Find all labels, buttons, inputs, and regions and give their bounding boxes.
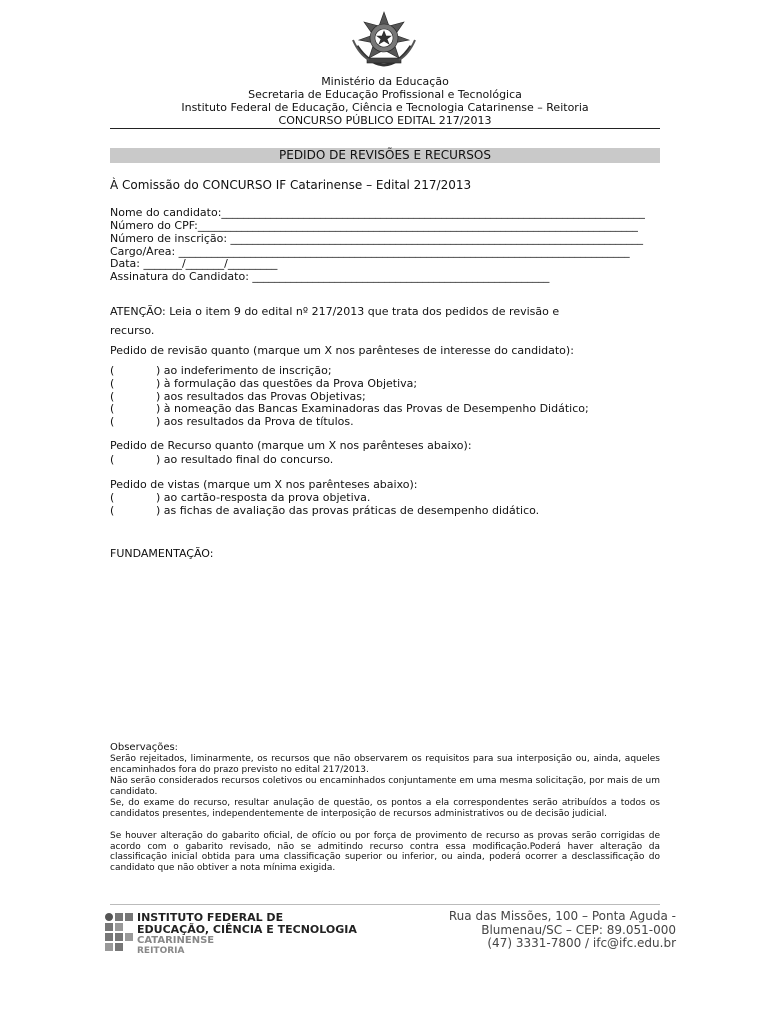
fundamentacao-label: FUNDAMENTAÇÃO: [110, 547, 214, 560]
position-field[interactable]: Cargo/Área: __________________________________________________________________________________ [110, 246, 630, 258]
header-divider [110, 128, 660, 129]
attention-line-2: recurso. [110, 324, 155, 337]
title-banner [110, 148, 660, 163]
views-heading: Pedido de vistas (marque um X nos parênteses abaixo): [110, 478, 418, 491]
observation-paragraph: Não serão considerados recursos coletivos ou encaminhados conjuntamente em uma mesma solicitação, por mais de um candidato. [110, 776, 660, 797]
institute-line: Instituto Federal de Educação, Ciência e Tecnologia Catarinense – Reitoria [181, 101, 589, 114]
observations-title: Observações: [110, 742, 178, 753]
footer-address [449, 910, 676, 951]
addressee: À Comissão do CONCURSO IF Catarinense – Edital 217/2013 [110, 178, 472, 192]
if-logo-text: INSTITUTO FEDERAL DE EDUCAÇÃO, CIÊNCIA E TECNOLOGIA CATARINENSE REITORIA [137, 911, 357, 956]
ministry-line: Ministério da Educação [321, 75, 449, 88]
contest-line: CONCURSO PÚBLICO EDITAL 217/2013 [278, 114, 492, 127]
observation-paragraph: Se houver alteração do gabarito oficial, de ofício ou por força de provimento de recurso as provas serão corrigidas de acordo com o gabarito revisado, não se admitindo recurso contra essa modificação.Poderá haver alteração da classificação inicial obtida para uma classificação superior ou inferior, ou ainda, poderá ocorrer a desclassificação do candidato que não obtiver a nota mínima exigida. [110, 831, 660, 873]
revision-heading: Pedido de revisão quanto (marque um X nos parênteses de interesse do candidato): [110, 344, 574, 357]
coat-of-arms-emblem [349, 10, 419, 68]
cpf-field[interactable]: Número do CPF:________________________________________________________________________________ [110, 220, 638, 232]
revision-option[interactable]: ( ) ao indeferimento de inscrição; [110, 364, 332, 377]
appeal-heading: Pedido de Recurso quanto (marque um X nos parênteses abaixo): [110, 439, 472, 452]
observation-paragraph: Se, do exame do recurso, resultar anulação de questão, os pontos a ela correspondentes serão atribuídos a todos os candidatos presentes, independentemente de interposição de recursos administrativos ou de decisão judicial. [110, 798, 660, 819]
if-logo-icon [104, 912, 136, 952]
views-option[interactable]: ( ) ao cartão-resposta da prova objetiva. [110, 491, 371, 504]
appeal-option[interactable]: ( ) ao resultado final do concurso. [110, 453, 334, 466]
secretariat-line: Secretaria de Educação Profissional e Tecnológica [248, 88, 522, 101]
revision-option[interactable]: ( ) à formulação das questões da Prova Objetiva; [110, 377, 418, 390]
signature-field[interactable]: Assinatura do Candidato: ______________________________________________________ [110, 271, 550, 283]
address-street: Rua das Missões, 100 – Ponta Aguda - [448, 909, 676, 923]
revision-option[interactable]: ( ) aos resultados das Provas Objetivas; [110, 390, 366, 403]
revision-option[interactable]: ( ) à nomeação das Bancas Examinadoras das Provas de Desempenho Didático; [110, 402, 589, 415]
candidate-name-field[interactable]: Nome do candidato:_____________________________________________________________________________ [110, 207, 645, 219]
observation-paragraph: Serão rejeitados, liminarmente, os recursos que não observarem os requisitos para sua interposição ou, ainda, aqueles encaminhados fora do prazo previsto no edital 217/2013. [110, 754, 660, 775]
fundamentacao-area[interactable] [110, 563, 660, 738]
registration-field[interactable]: Número de inscrição: ___________________________________________________________________________ [110, 233, 644, 245]
attention-line-1: ATENÇÃO: Leia o item 9 do edital nº 217/2013 que trata dos pedidos de revisão e [110, 305, 560, 318]
address-city: Blumenau/SC – CEP: 89.051-000 [481, 922, 676, 937]
footer-divider [110, 904, 660, 905]
address-contact: (47) 3331-7800 / ifc@ifc.edu.br [487, 936, 676, 950]
revision-option[interactable]: ( ) aos resultados da Prova de títulos. [110, 415, 354, 428]
views-option[interactable]: ( ) as fichas de avaliação das provas práticas de desempenho didático. [110, 504, 540, 517]
page-title: PEDIDO DE REVISÕES E RECURSOS [279, 148, 491, 162]
date-field[interactable]: Data: _______/_______/_________ [110, 258, 278, 270]
